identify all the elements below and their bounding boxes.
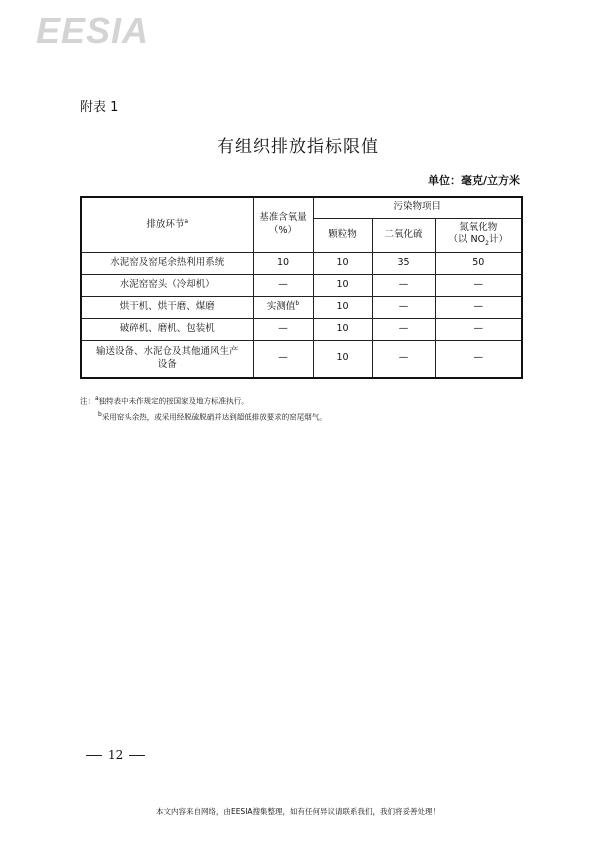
table-row [81,296,522,318]
header-oxygen: 基准含氧量（%） [253,197,313,252]
page-number: 12 [80,748,151,762]
table-row [81,340,522,378]
cell-so2: — [372,340,435,378]
header-pollutants: 污染物项目 [313,197,522,218]
emission-limits-table [80,196,523,379]
cell-oxygen: — [253,274,313,296]
header-pm: 颗粒物 [313,218,372,252]
cell-process: 水泥窑窑头（冷却机） [81,274,253,296]
cell-pm: 10 [313,318,372,340]
cell-so2: — [372,274,435,296]
cell-process: 水泥窑及窑尾余热利用系统 [81,252,253,274]
table-row [81,318,522,340]
cell-pm: 10 [313,340,372,378]
unit-label: 单位：毫克/立方米 [427,174,520,187]
header-so2: 二氧化硫 [372,218,435,252]
cell-nox: — [435,318,522,340]
dash-left [86,755,102,756]
cell-so2: — [372,318,435,340]
dash-right [129,755,145,756]
table-row [81,274,522,296]
header-process: 排放环节$^a$ [81,197,253,252]
cell-process: 破碎机、磨机、包装机 [81,318,253,340]
cell-pm: 10 [313,274,372,296]
note-a: 注：$^a$独特表中未作规定的按国家及地方标准执行。 [80,395,249,406]
cell-oxygen: — [253,318,313,340]
cell-oxygen: 10 [253,252,313,274]
cell-process: 输送设备、水泥仓及其他通风生产设备 [81,340,253,378]
header-nox: 氮氧化物 （以 $NO_2$计） [435,218,522,252]
cell-pm: 10 [313,252,372,274]
cell-nox: 50 [435,252,522,274]
cell-process: 烘干机、烘干磨、煤磨 [81,296,253,318]
cell-nox: — [435,296,522,318]
appendix-label: 附表 1 [80,100,119,115]
table-row [81,252,522,274]
document-title: 有组织排放指标限值 [217,137,379,157]
cell-pm: 10 [313,296,372,318]
cell-so2: 35 [372,252,435,274]
note-b: $^b$采用窑头余热，或采用经脱硫脱硝并达到超低排放要求的窑尾烟气。 [98,410,327,421]
eesia-logo: EESIA [36,10,150,51]
cell-oxygen: — [253,340,313,378]
cell-nox: — [435,340,522,378]
cell-so2: — [372,296,435,318]
footer-disclaimer: 本文内容来自网络，由EESIA搜集整理，如有任何异议请联系我们，我们将妥善处理！ [155,807,441,816]
cell-oxygen: 实测值$^b$ [253,296,313,318]
cell-nox: — [435,274,522,296]
table-notes [80,392,327,423]
